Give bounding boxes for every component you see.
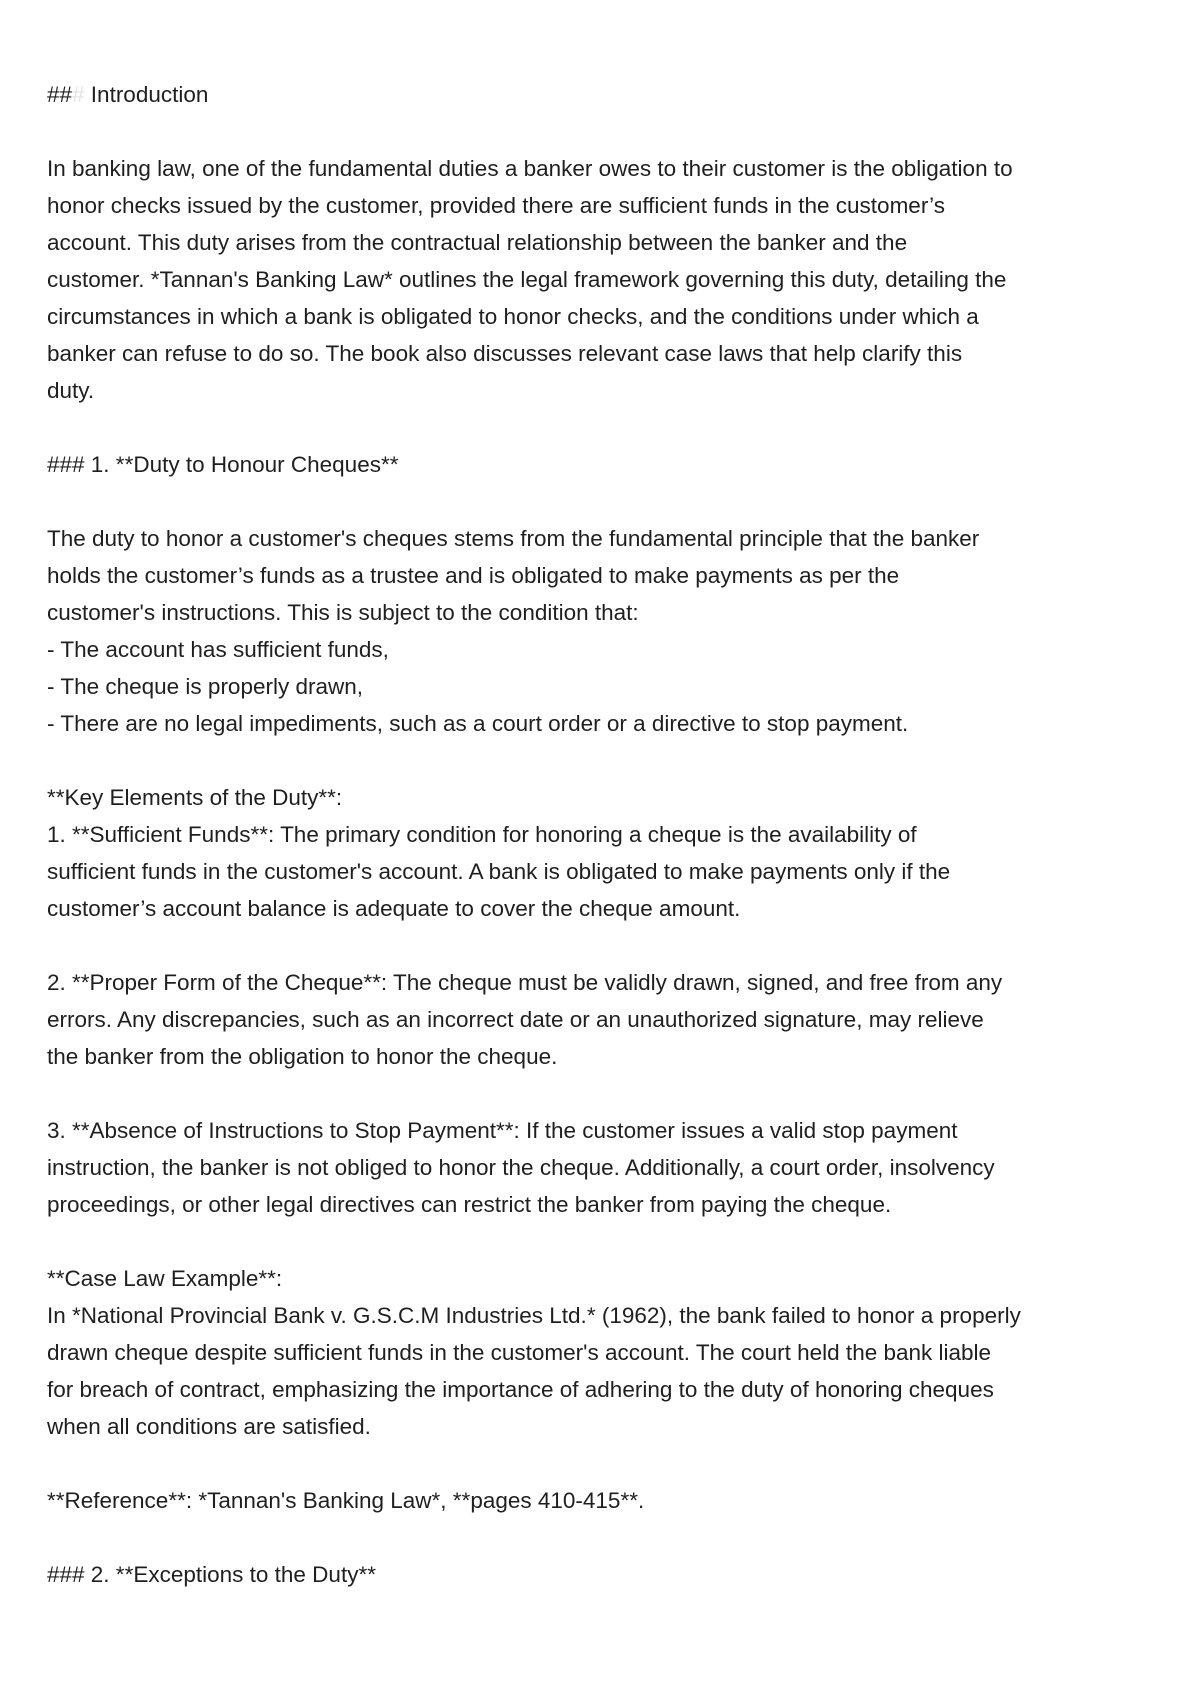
section1-paragraph xyxy=(47,520,1167,742)
paragraph-line: sufficient funds in the customer's account. A bank is obligated to make payments only if the xyxy=(47,859,951,884)
intro-heading xyxy=(47,76,1167,113)
intro-heading-text: Introduction xyxy=(84,82,209,107)
paragraph-line: 1. **Sufficient Funds**: The primary condition for honoring a cheque is the availability of xyxy=(47,822,917,847)
element-sufficient-funds xyxy=(47,816,1167,927)
paragraph-line: 2. **Proper Form of the Cheque**: The cheque must be validly drawn, signed, and free from any xyxy=(47,970,1003,995)
document-page xyxy=(47,76,1167,1593)
paragraph-line: circumstances in which a bank is obligated to honor checks, and the conditions under which a xyxy=(47,304,979,329)
paragraph-line: customer's instructions. This is subject to the condition that: xyxy=(47,600,639,625)
blank-line xyxy=(47,742,1167,779)
list-item: - The account has sufficient funds, xyxy=(47,637,389,662)
reference-line: **Reference**: *Tannan's Banking Law*, **pages 410-415**. xyxy=(47,1488,645,1513)
blank-line xyxy=(47,1445,1167,1482)
case-law-paragraph xyxy=(47,1297,1167,1445)
paragraph-line: for breach of contract, emphasizing the importance of adhering to the duty of honoring cheques xyxy=(47,1377,994,1402)
blank-line xyxy=(47,927,1167,964)
section-heading: ### 2. **Exceptions to the Duty** xyxy=(47,1562,376,1587)
paragraph-line: In *National Provincial Bank v. G.S.C.M Industries Ltd.* (1962), the bank failed to honor a properly xyxy=(47,1303,1021,1328)
paragraph-line: account. This duty arises from the contractual relationship between the banker and the xyxy=(47,230,908,255)
paragraph-line: errors. Any discrepancies, such as an incorrect date or an unauthorized signature, may relieve xyxy=(47,1007,984,1032)
paragraph-line: honor checks issued by the customer, provided there are sufficient funds in the customer’s xyxy=(47,193,945,218)
heading-marker-faint: # xyxy=(72,82,85,107)
paragraph-line: The duty to honor a customer's cheques stems from the fundamental principle that the banker xyxy=(47,526,980,551)
blank-line xyxy=(47,1519,1167,1556)
blank-line xyxy=(47,1223,1167,1260)
section-heading: ### 1. **Duty to Honour Cheques** xyxy=(47,452,399,477)
blank-line xyxy=(47,113,1167,150)
element-stop-payment xyxy=(47,1112,1167,1223)
paragraph-line: customer’s account balance is adequate to cover the cheque amount. xyxy=(47,896,741,921)
paragraph-line: the banker from the obligation to honor the cheque. xyxy=(47,1044,558,1069)
case-law-heading: **Case Law Example**: xyxy=(47,1266,283,1291)
blank-line xyxy=(47,483,1167,520)
blank-line xyxy=(47,1075,1167,1112)
paragraph-line: duty. xyxy=(47,378,95,403)
list-item: - The cheque is properly drawn, xyxy=(47,674,363,699)
paragraph-line: banker can refuse to do so. The book also discusses relevant case laws that help clarify this xyxy=(47,341,963,366)
intro-paragraph xyxy=(47,150,1167,409)
list-item: - There are no legal impediments, such as a court order or a directive to stop payment. xyxy=(47,711,909,736)
paragraph-line: drawn cheque despite sufficient funds in the customer's account. The court held the bank liable xyxy=(47,1340,992,1365)
blank-line xyxy=(47,409,1167,446)
paragraph-line: holds the customer’s funds as a trustee and is obligated to make payments as per the xyxy=(47,563,900,588)
paragraph-line: In banking law, one of the fundamental duties a banker owes to their customer is the obligation to xyxy=(47,156,1013,181)
paragraph-line: customer. *Tannan's Banking Law* outlines the legal framework governing this duty, detailing the xyxy=(47,267,1007,292)
paragraph-line: instruction, the banker is not obliged to honor the cheque. Additionally, a court order, insolvency xyxy=(47,1155,995,1180)
key-elements-heading: **Key Elements of the Duty**: xyxy=(47,785,343,810)
heading-marker: ## xyxy=(47,82,73,107)
paragraph-line: proceedings, or other legal directives can restrict the banker from paying the cheque. xyxy=(47,1192,892,1217)
paragraph-line: 3. **Absence of Instructions to Stop Payment**: If the customer issues a valid stop payment xyxy=(47,1118,958,1143)
element-proper-form xyxy=(47,964,1167,1075)
paragraph-line: when all conditions are satisfied. xyxy=(47,1414,371,1439)
